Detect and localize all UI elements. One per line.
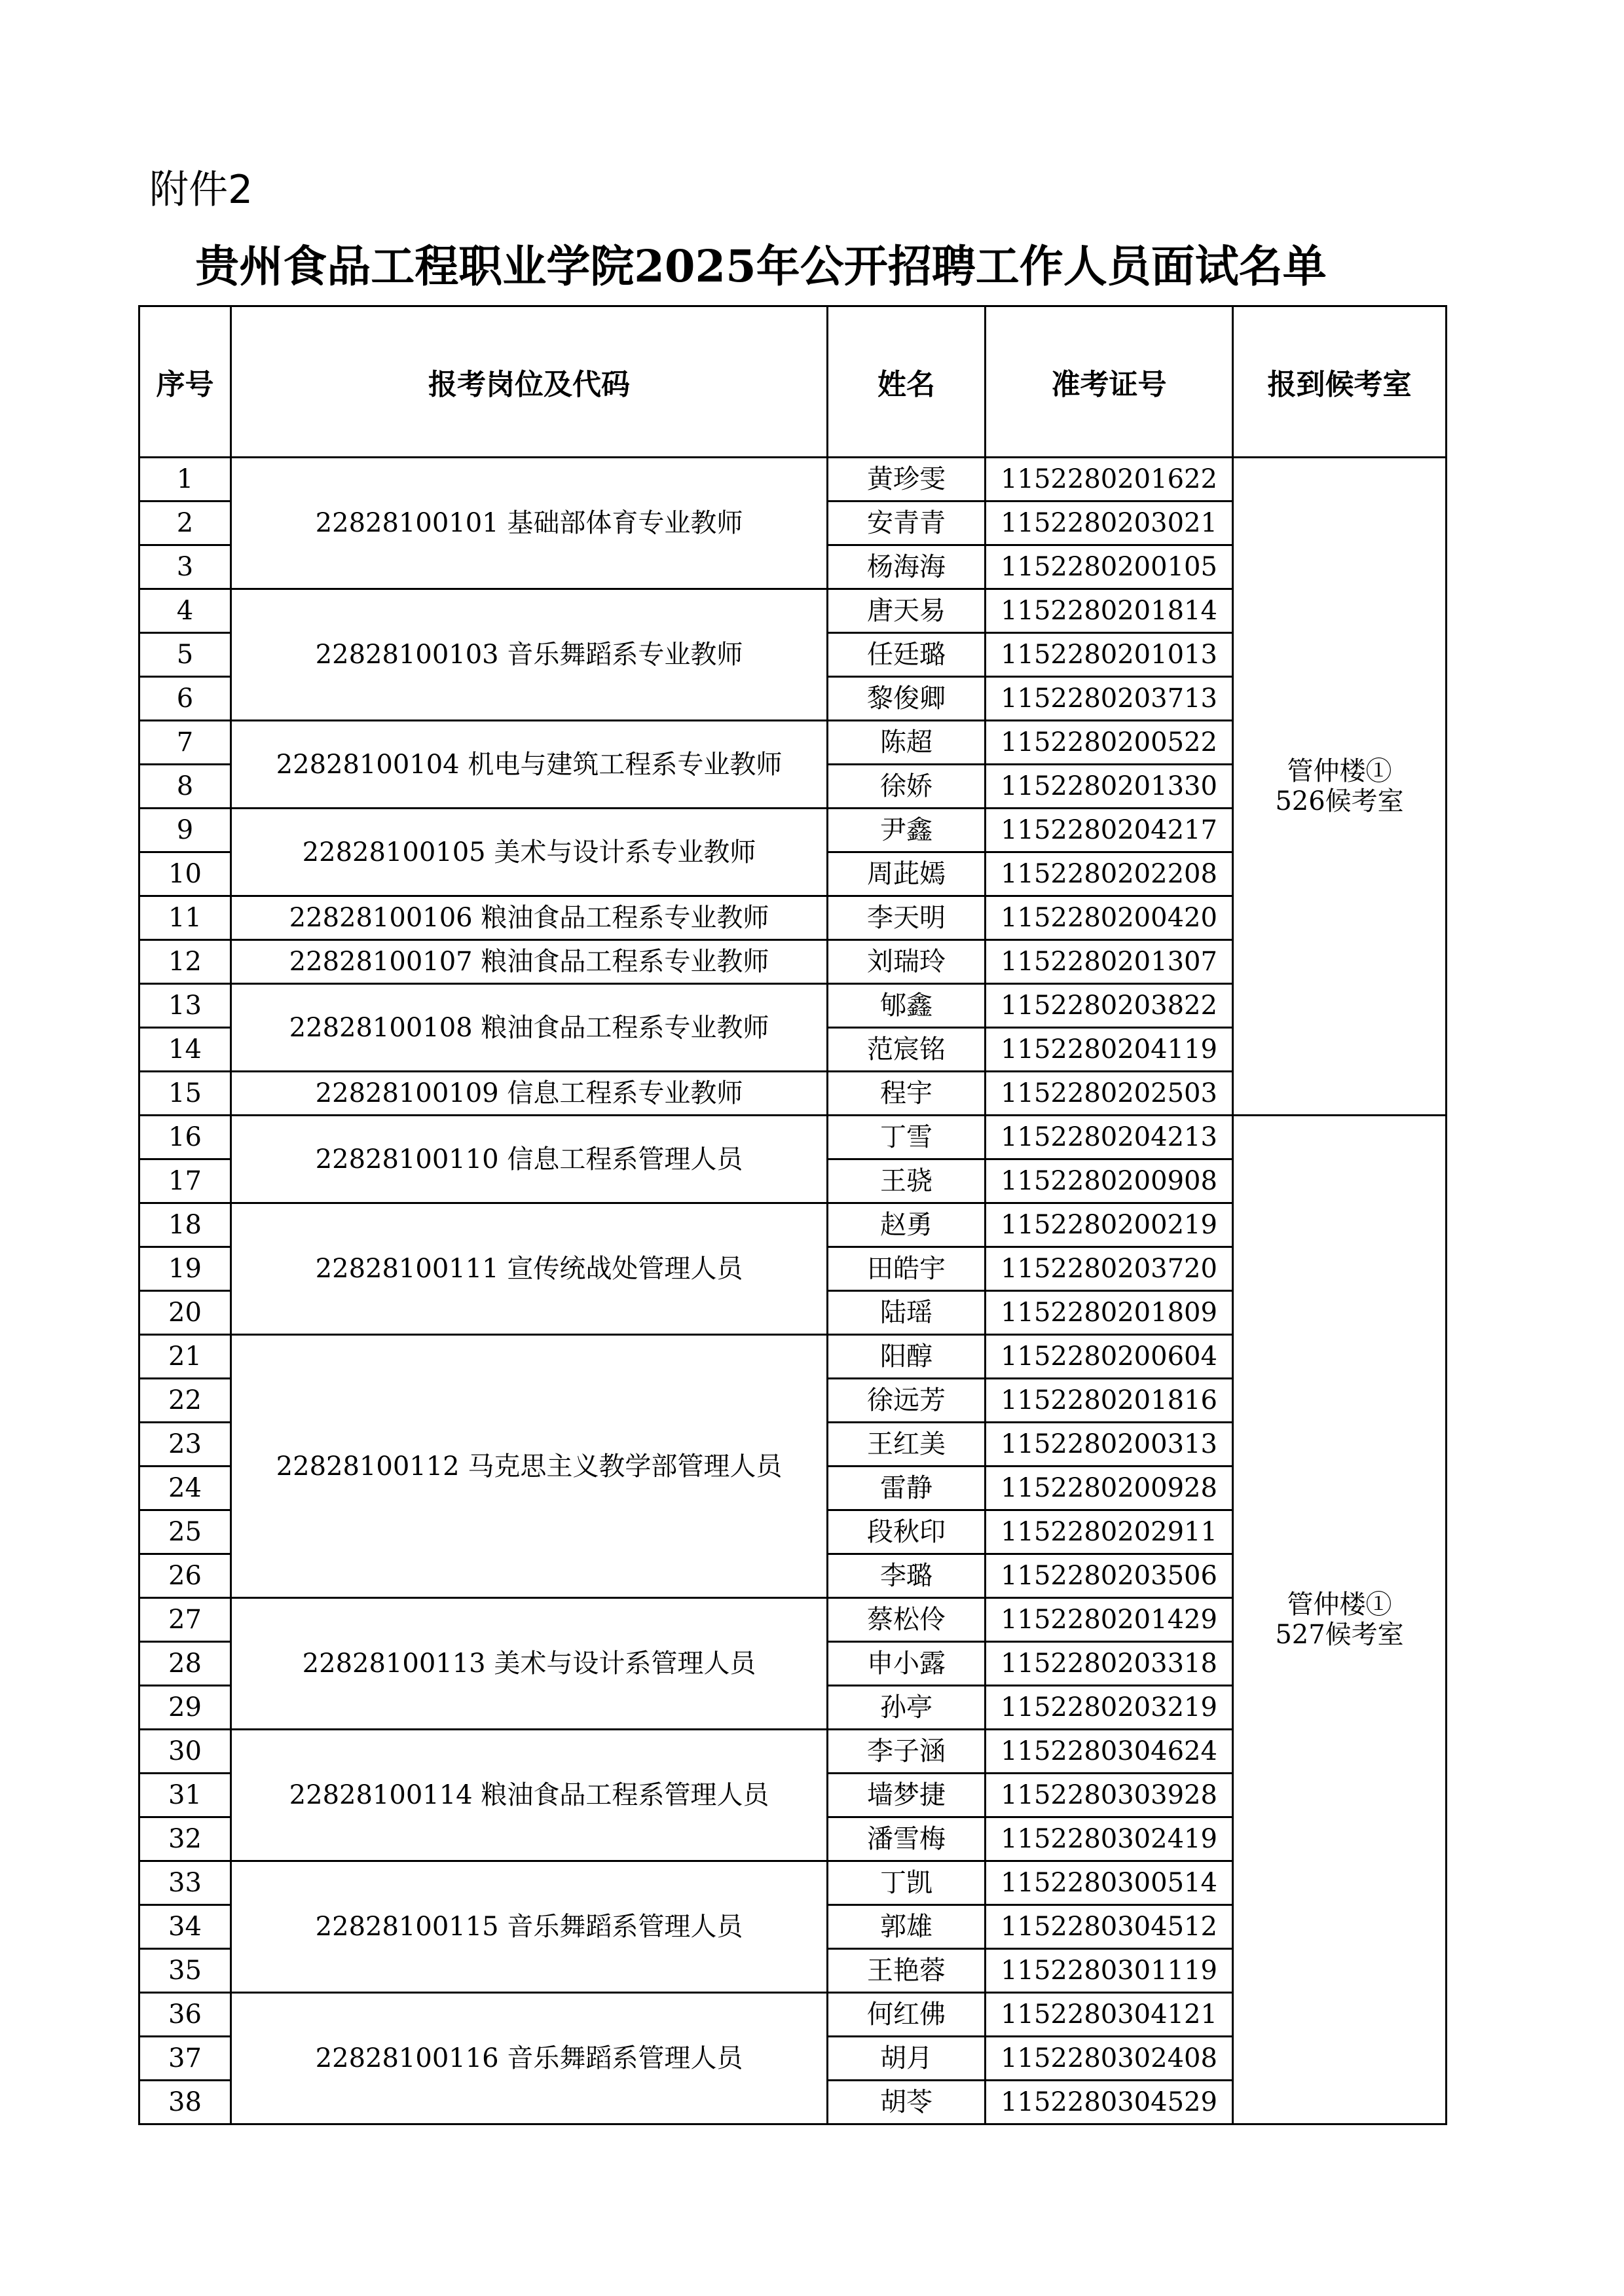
serial-cell: 23 — [139, 1423, 231, 1467]
ticket-number-cell: 1152280203021 — [986, 501, 1233, 545]
ticket-number-cell: 1152280203506 — [986, 1554, 1233, 1598]
ticket-number-cell: 1152280204213 — [986, 1116, 1233, 1159]
serial-cell: 10 — [139, 852, 231, 896]
serial-cell: 26 — [139, 1554, 231, 1598]
position-cell: 22828100114 粮油食品工程系管理人员 — [231, 1730, 828, 1861]
waiting-room-cell — [1233, 458, 1447, 1116]
name-cell: 李子涵 — [828, 1730, 986, 1774]
serial-cell: 32 — [139, 1817, 231, 1861]
ticket-number-cell: 1152280203713 — [986, 677, 1233, 721]
name-cell: 赵勇 — [828, 1203, 986, 1247]
name-cell: 黄珍雯 — [828, 458, 986, 501]
name-cell: 杨海海 — [828, 545, 986, 589]
serial-cell: 15 — [139, 1072, 231, 1116]
serial-cell: 37 — [139, 2037, 231, 2081]
position-cell: 22828100101 基础部体育专业教师 — [231, 458, 828, 589]
table-row — [139, 458, 1447, 501]
name-cell: 刘瑞玲 — [828, 940, 986, 984]
attachment-label: 附件2 — [149, 167, 253, 213]
name-cell: 胡月 — [828, 2037, 986, 2081]
name-cell: 田皓宇 — [828, 1247, 986, 1291]
name-cell: 丁凯 — [828, 1861, 986, 1905]
ticket-number-cell: 1152280202208 — [986, 852, 1233, 896]
ticket-number-cell: 1152280301119 — [986, 1949, 1233, 1993]
waiting-room-number: 526候考室 — [1275, 786, 1404, 816]
name-cell: 墙梦捷 — [828, 1774, 986, 1817]
ticket-number-cell: 1152280203822 — [986, 984, 1233, 1028]
ticket-number-cell: 1152280202503 — [986, 1072, 1233, 1116]
name-cell: 李天明 — [828, 896, 986, 940]
name-cell: 雷静 — [828, 1467, 986, 1510]
name-cell: 范宸铭 — [828, 1028, 986, 1072]
position-cell: 22828100106 粮油食品工程系专业教师 — [231, 896, 828, 940]
position-cell: 22828100103 音乐舞蹈系专业教师 — [231, 589, 828, 721]
ticket-number-cell: 1152280202911 — [986, 1510, 1233, 1554]
table-header-row — [139, 306, 1447, 458]
ticket-number-cell: 1152280304121 — [986, 1993, 1233, 2037]
serial-cell: 25 — [139, 1510, 231, 1554]
serial-cell: 6 — [139, 677, 231, 721]
waiting-room-building: 管仲楼① — [1287, 756, 1392, 786]
position-cell: 22828100104 机电与建筑工程系专业教师 — [231, 721, 828, 809]
serial-cell: 33 — [139, 1861, 231, 1905]
name-cell: 陆瑶 — [828, 1291, 986, 1335]
serial-cell: 28 — [139, 1642, 231, 1686]
ticket-number-cell: 1152280201330 — [986, 765, 1233, 809]
ticket-number-cell: 1152280200908 — [986, 1159, 1233, 1203]
position-cell: 22828100113 美术与设计系管理人员 — [231, 1598, 828, 1730]
name-cell: 王骁 — [828, 1159, 986, 1203]
name-cell: 陈超 — [828, 721, 986, 765]
name-cell: 尹鑫 — [828, 809, 986, 852]
ticket-number-cell: 1152280304624 — [986, 1730, 1233, 1774]
serial-cell: 19 — [139, 1247, 231, 1291]
ticket-number-cell: 1152280302408 — [986, 2037, 1233, 2081]
position-cell: 22828100109 信息工程系专业教师 — [231, 1072, 828, 1116]
ticket-number-cell: 1152280203219 — [986, 1686, 1233, 1730]
serial-cell: 3 — [139, 545, 231, 589]
position-cell: 22828100107 粮油食品工程系专业教师 — [231, 940, 828, 984]
table-row — [139, 1116, 1447, 1159]
serial-cell: 11 — [139, 896, 231, 940]
name-cell: 何红佛 — [828, 1993, 986, 2037]
ticket-number-cell: 1152280201809 — [986, 1291, 1233, 1335]
header-position: 报考岗位及代码 — [231, 306, 828, 458]
name-cell: 胡苓 — [828, 2081, 986, 2124]
ticket-number-cell: 1152280201622 — [986, 458, 1233, 501]
serial-cell: 36 — [139, 1993, 231, 2037]
ticket-number-cell: 1152280201307 — [986, 940, 1233, 984]
ticket-number-cell: 1152280200420 — [986, 896, 1233, 940]
position-cell: 22828100108 粮油食品工程系专业教师 — [231, 984, 828, 1072]
document-title: 贵州食品工程职业学院2025年公开招聘工作人员面试名单 — [195, 240, 1327, 292]
name-cell: 唐天易 — [828, 589, 986, 633]
serial-cell: 20 — [139, 1291, 231, 1335]
serial-cell: 18 — [139, 1203, 231, 1247]
name-cell: 孙亭 — [828, 1686, 986, 1730]
serial-cell: 16 — [139, 1116, 231, 1159]
ticket-number-cell: 1152280302419 — [986, 1817, 1233, 1861]
serial-cell: 38 — [139, 2081, 231, 2124]
serial-cell: 4 — [139, 589, 231, 633]
serial-cell: 13 — [139, 984, 231, 1028]
interview-list-table — [138, 305, 1447, 2125]
position-cell: 22828100115 音乐舞蹈系管理人员 — [231, 1861, 828, 1993]
ticket-number-cell: 1152280203720 — [986, 1247, 1233, 1291]
position-cell: 22828100105 美术与设计系专业教师 — [231, 809, 828, 896]
name-cell: 李璐 — [828, 1554, 986, 1598]
ticket-number-cell: 1152280200604 — [986, 1335, 1233, 1379]
ticket-number-cell: 1152280200105 — [986, 545, 1233, 589]
serial-cell: 27 — [139, 1598, 231, 1642]
ticket-number-cell: 1152280200522 — [986, 721, 1233, 765]
waiting-room-cell — [1233, 1116, 1447, 2124]
name-cell: 潘雪梅 — [828, 1817, 986, 1861]
serial-cell: 31 — [139, 1774, 231, 1817]
name-cell: 徐远芳 — [828, 1379, 986, 1423]
ticket-number-cell: 1152280200219 — [986, 1203, 1233, 1247]
name-cell: 任廷璐 — [828, 633, 986, 677]
header-ticket-number: 准考证号 — [986, 306, 1233, 458]
serial-cell: 2 — [139, 501, 231, 545]
serial-cell: 5 — [139, 633, 231, 677]
name-cell: 王红美 — [828, 1423, 986, 1467]
position-cell: 22828100111 宣传统战处管理人员 — [231, 1203, 828, 1335]
name-cell: 王艳蓉 — [828, 1949, 986, 1993]
name-cell: 蔡松伶 — [828, 1598, 986, 1642]
ticket-number-cell: 1152280201814 — [986, 589, 1233, 633]
ticket-number-cell: 1152280300514 — [986, 1861, 1233, 1905]
serial-cell: 14 — [139, 1028, 231, 1072]
ticket-number-cell: 1152280303928 — [986, 1774, 1233, 1817]
ticket-number-cell: 1152280304512 — [986, 1905, 1233, 1949]
ticket-number-cell: 1152280200928 — [986, 1467, 1233, 1510]
ticket-number-cell: 1152280304529 — [986, 2081, 1233, 2124]
table-body — [139, 458, 1447, 2124]
position-cell: 22828100112 马克思主义教学部管理人员 — [231, 1335, 828, 1598]
name-cell: 安青青 — [828, 501, 986, 545]
name-cell: 申小露 — [828, 1642, 986, 1686]
serial-cell: 9 — [139, 809, 231, 852]
serial-cell: 1 — [139, 458, 231, 501]
serial-cell: 24 — [139, 1467, 231, 1510]
serial-cell: 22 — [139, 1379, 231, 1423]
ticket-number-cell: 1152280201013 — [986, 633, 1233, 677]
serial-cell: 17 — [139, 1159, 231, 1203]
ticket-number-cell: 1152280200313 — [986, 1423, 1233, 1467]
name-cell: 郭雄 — [828, 1905, 986, 1949]
serial-cell: 7 — [139, 721, 231, 765]
header-name: 姓名 — [828, 306, 986, 458]
name-cell: 丁雪 — [828, 1116, 986, 1159]
ticket-number-cell: 1152280201816 — [986, 1379, 1233, 1423]
serial-cell: 21 — [139, 1335, 231, 1379]
name-cell: 阳醇 — [828, 1335, 986, 1379]
position-cell: 22828100116 音乐舞蹈系管理人员 — [231, 1993, 828, 2124]
name-cell: 黎俊卿 — [828, 677, 986, 721]
position-cell: 22828100110 信息工程系管理人员 — [231, 1116, 828, 1203]
serial-cell: 34 — [139, 1905, 231, 1949]
serial-cell: 30 — [139, 1730, 231, 1774]
ticket-number-cell: 1152280203318 — [986, 1642, 1233, 1686]
serial-cell: 29 — [139, 1686, 231, 1730]
name-cell: 周茈嫣 — [828, 852, 986, 896]
waiting-room-building: 管仲楼① — [1287, 1590, 1392, 1620]
serial-cell: 12 — [139, 940, 231, 984]
name-cell: 郇鑫 — [828, 984, 986, 1028]
ticket-number-cell: 1152280204119 — [986, 1028, 1233, 1072]
ticket-number-cell: 1152280204217 — [986, 809, 1233, 852]
name-cell: 程宇 — [828, 1072, 986, 1116]
waiting-room-number: 527候考室 — [1275, 1620, 1404, 1650]
header-serial: 序号 — [139, 306, 231, 458]
serial-cell: 35 — [139, 1949, 231, 1993]
serial-cell: 8 — [139, 765, 231, 809]
name-cell: 徐娇 — [828, 765, 986, 809]
ticket-number-cell: 1152280201429 — [986, 1598, 1233, 1642]
header-waiting-room: 报到候考室 — [1233, 306, 1447, 458]
name-cell: 段秋印 — [828, 1510, 986, 1554]
